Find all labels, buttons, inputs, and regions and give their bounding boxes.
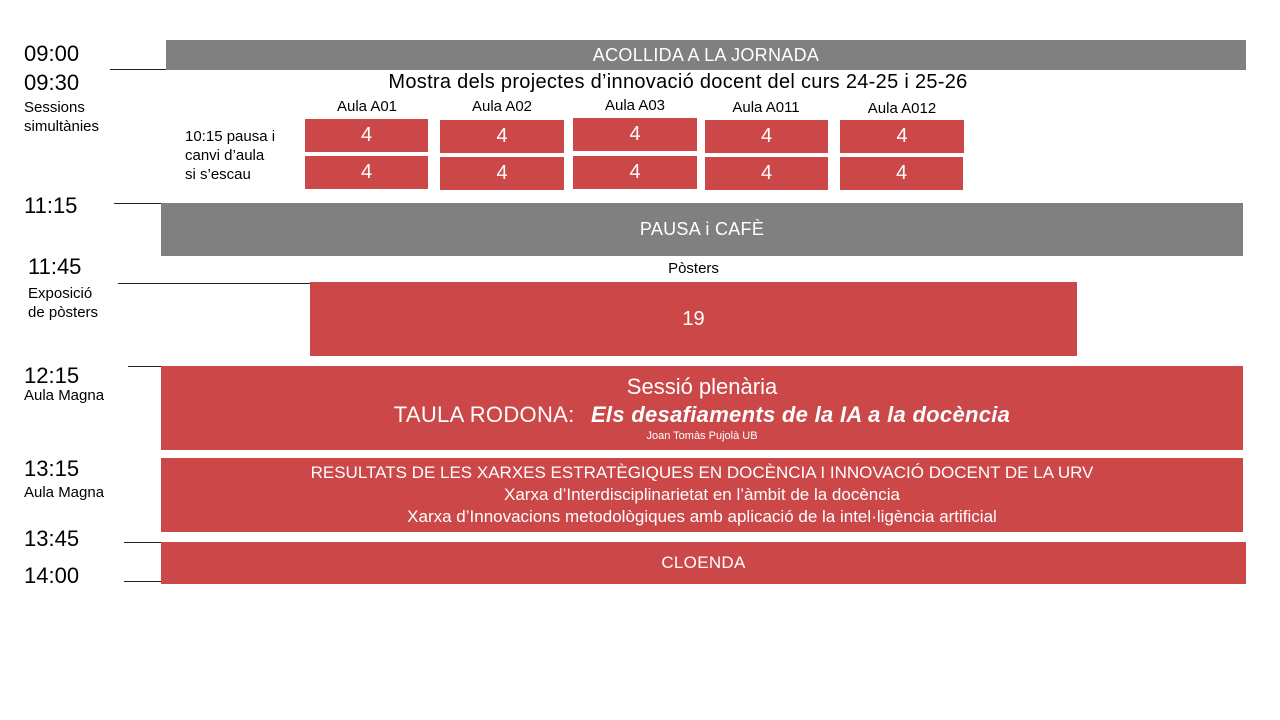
expo-label-line2: de pòsters <box>28 304 99 321</box>
acollida-block: ACOLLIDA A LA JORNADA <box>166 40 1246 70</box>
room-session-cell: 4 <box>573 156 697 189</box>
cloenda-block: CLOENDA <box>161 542 1246 584</box>
sessions-label-line1: Sessions <box>24 99 85 116</box>
time-divider <box>128 366 162 367</box>
time-1315: 13:15 <box>24 456 80 481</box>
expo-label-line1: Exposició <box>28 285 93 302</box>
room-session-cell: 4 <box>573 118 697 151</box>
room-session-cell: 4 <box>305 156 428 189</box>
room-session-cell: 4 <box>440 157 564 190</box>
time-0900: 09:00 <box>24 41 80 66</box>
room-session-cell: 4 <box>440 120 564 153</box>
time-divider <box>110 69 166 70</box>
mostra-title: Mostra dels projectes d’innovació docent del curs 24-25 i 25-26 <box>388 71 968 93</box>
taula-prefix: TAULA RODONA: <box>393 401 575 427</box>
posters-block: 19 <box>310 282 1077 356</box>
pause-note <box>185 127 275 184</box>
pause-note-line1: 10:15 pausa i <box>185 128 276 145</box>
taula-title: Els desafiaments de la IA a la docència <box>590 401 1011 427</box>
time-1145: 11:45 <box>28 254 82 279</box>
pause-note-line3: si s’escau <box>185 166 251 183</box>
posters-header: Pòsters <box>668 260 719 277</box>
room-name: Aula A02 <box>471 98 533 115</box>
pause-note-line2: canvi d’aula <box>185 147 265 164</box>
aula-magna-label: Aula Magna <box>24 387 105 404</box>
plenaria-title: Sessió plenària <box>626 373 778 399</box>
expo-label <box>28 284 98 322</box>
taula-speaker: Joan Tomàs Pujolà UB <box>646 429 758 442</box>
room-session-cell: 4 <box>840 120 964 153</box>
time-1115: 11:15 <box>24 193 78 218</box>
pausa-cafe-block: PAUSA i CAFÈ <box>161 203 1243 256</box>
room-session-cell: 4 <box>705 120 828 153</box>
resultats-block <box>161 458 1243 532</box>
room-session-cell: 4 <box>705 157 828 190</box>
room-session-cell: 4 <box>840 157 963 190</box>
room-session-cell: 4 <box>305 119 428 152</box>
time-divider <box>118 283 310 284</box>
time-divider <box>124 581 162 582</box>
room-name: Aula A01 <box>336 98 398 115</box>
aula-magna-label: Aula Magna <box>24 484 105 501</box>
time-divider <box>114 203 162 204</box>
resultats-line1: RESULTATS DE LES XARXES ESTRATÈGIQUES EN DOCÈNCIA I INNOVACIÓ DOCENT DE LA URV <box>310 463 1094 482</box>
sessions-label <box>24 98 99 136</box>
room-name: Aula A03 <box>604 97 666 114</box>
resultats-line3: Xarxa d’Innovacions metodològiques amb aplicació de la intel·ligència artificial <box>407 507 997 526</box>
time-1345: 13:45 <box>24 526 80 551</box>
time-divider <box>124 542 162 543</box>
plenaria-block <box>161 366 1243 450</box>
taula-rodona-line <box>394 400 1010 430</box>
resultats-line2: Xarxa d’Interdisciplinarietat en l’àmbit de la docència <box>504 485 900 504</box>
room-name: Aula A012 <box>867 100 937 117</box>
time-0930: 09:30 <box>24 70 80 95</box>
room-name: Aula A011 <box>732 99 800 116</box>
time-1400: 14:00 <box>24 563 80 588</box>
time-1215: 12:15 <box>24 363 80 388</box>
sessions-label-line2: simultànies <box>24 118 100 135</box>
